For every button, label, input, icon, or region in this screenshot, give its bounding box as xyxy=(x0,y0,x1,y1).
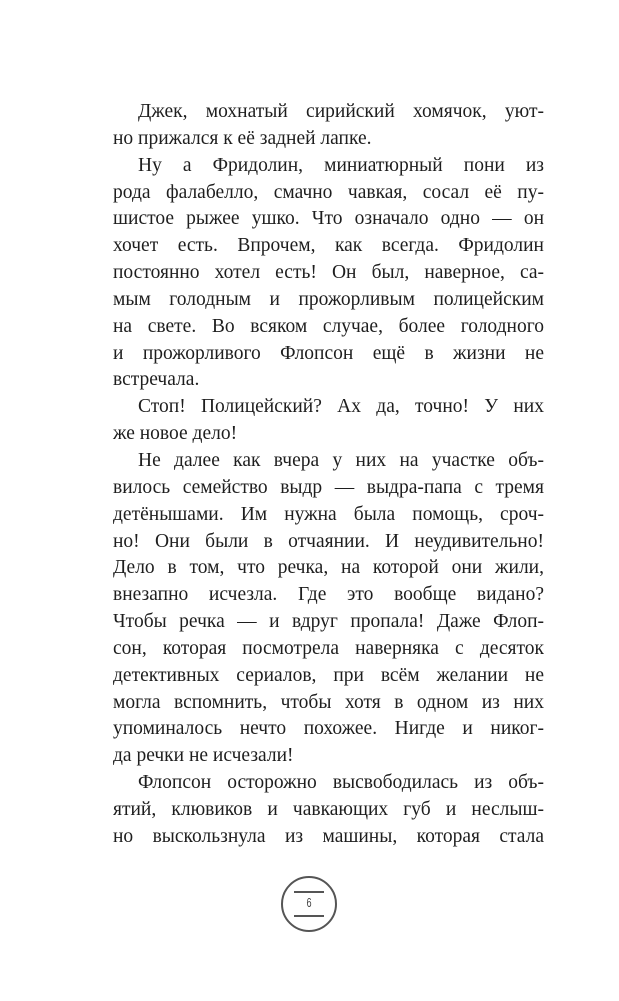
text-line: Стоп! Полицейский? Ах да, точно! У них xyxy=(138,396,544,418)
text-line: внезапно исчезла. Где это вообще видано? xyxy=(113,584,544,606)
text-line: Флопсон осторожно высвободилась из объ- xyxy=(138,772,544,794)
text-line: да речки не исчезали! xyxy=(113,745,294,767)
text-line: но выскользнула из машины, которая стала xyxy=(113,825,544,847)
text-line: мым голодным и прожорливым полицейским xyxy=(113,288,544,310)
text-line: рода фалабелло, смачно чавкая, сосал её пу- xyxy=(113,181,544,203)
text-line: но! Они были в отчаянии. И неудивительно! xyxy=(113,530,544,552)
page-body-text xyxy=(113,99,544,851)
text-line: детёнышами. Им нужна была помощь, сроч- xyxy=(113,503,544,525)
text-line: ятий, клювиков и чавкающих губ и неслыш- xyxy=(113,798,544,820)
emblem-top-rule xyxy=(294,891,324,893)
text-line: Джек, мохнатый сирийский хомячок, уют- xyxy=(138,101,544,122)
text-line: на свете. Во всяком случае, более голодного xyxy=(113,315,544,337)
text-line: постоянно хотел есть! Он был, наверное, са- xyxy=(113,262,544,284)
text-line: сон, которая посмотрела наверняка с десяток xyxy=(113,637,544,659)
text-line: Дело в том, что речка, на которой они жили, xyxy=(113,557,544,579)
text-line: и прожорливого Флопсон ещё в жизни не xyxy=(113,342,544,364)
text-line: вилось семейство выдр — выдра-папа с тремя xyxy=(113,476,544,498)
text-line: же новое дело! xyxy=(113,423,238,445)
emblem-bottom-rule xyxy=(294,915,324,917)
text-line: но прижался к её задней лапке. xyxy=(113,127,372,149)
text-line: Ну а Фридолин, миниатюрный пони из xyxy=(138,154,544,176)
text-line: могла вспомнить, чтобы хотя в одном из них xyxy=(113,691,544,713)
text-line: Не далее как вчера у них на участке объ- xyxy=(138,449,544,471)
text-line: шистое рыжее ушко. Что означало одно — он xyxy=(113,208,544,230)
text-line: детективных сериалов, при всём желании не xyxy=(113,664,544,686)
text-line: упоминалось нечто похожее. Нигде и никог- xyxy=(113,718,544,740)
text-line: хочет есть. Впрочем, как всегда. Фридолин xyxy=(113,235,544,257)
page-number: 6 xyxy=(306,895,312,910)
page-number-emblem xyxy=(281,876,337,932)
text-line: Чтобы речка — и вдруг пропала! Даже Флоп- xyxy=(113,611,544,633)
text-line: встречала. xyxy=(113,369,200,391)
